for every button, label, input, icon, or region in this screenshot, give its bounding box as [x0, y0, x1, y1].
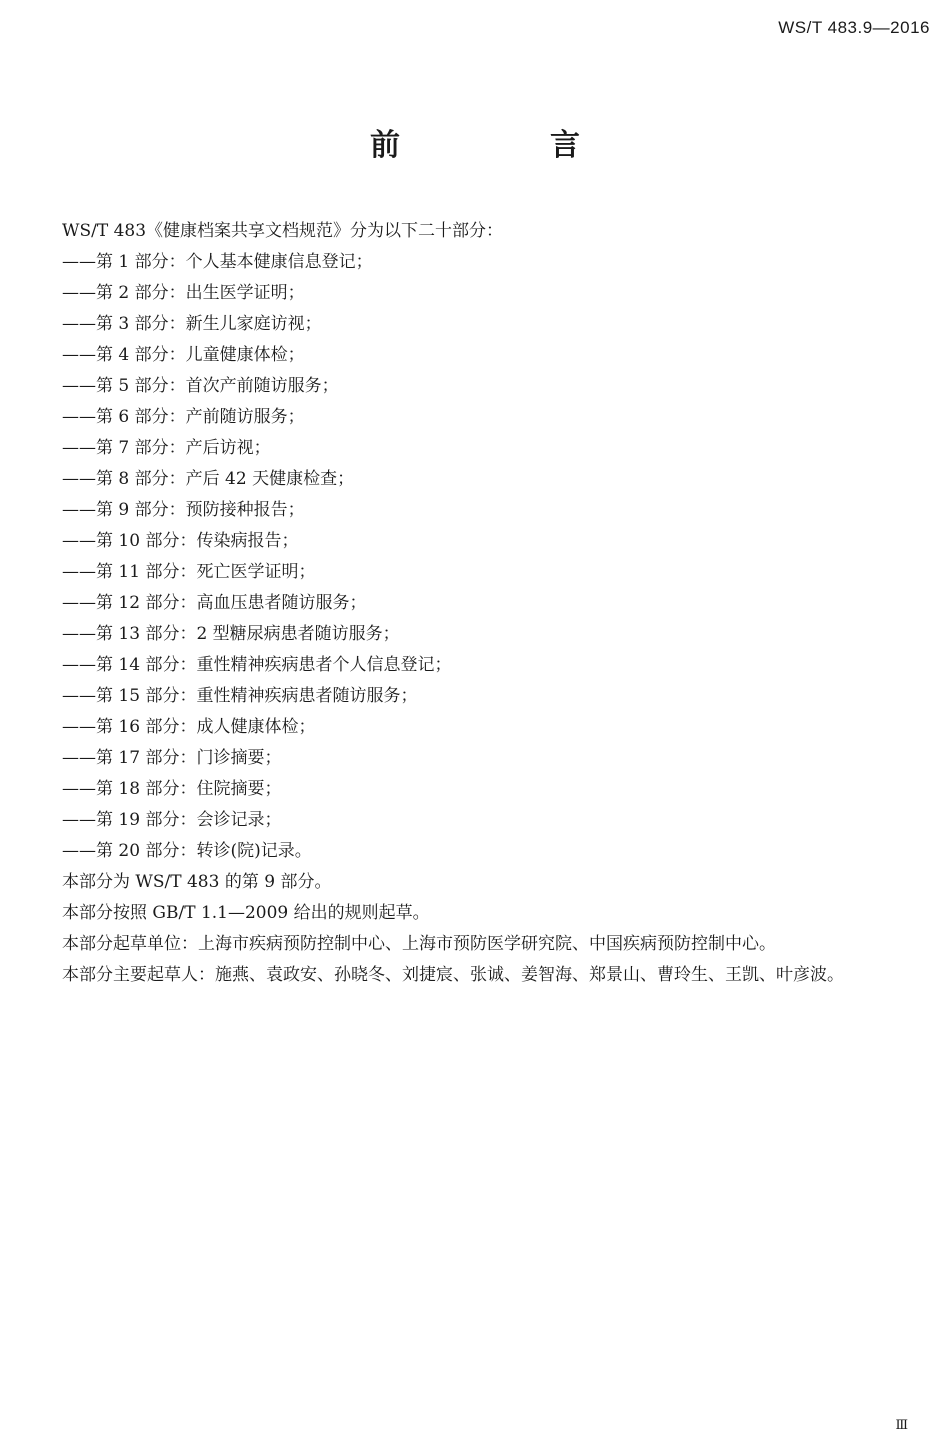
- part-item-5: ——第 5 部分：首次产前随访服务；: [62, 376, 339, 396]
- part-item-14: ——第 14 部分：重性精神疾病患者个人信息登记；: [62, 655, 452, 675]
- part-item-4: ——第 4 部分：儿童健康体检；: [62, 345, 305, 365]
- part-item-9: ——第 9 部分：预防接种报告；: [62, 500, 305, 520]
- page-title: 前 言: [370, 128, 640, 163]
- part-item-2: ——第 2 部分：出生医学证明；: [62, 283, 305, 303]
- statement-drafting-rules: 本部分按照 GB/T 1.1—2009 给出的规则起草。: [62, 903, 430, 923]
- part-item-12: ——第 12 部分：高血压患者随访服务；: [62, 593, 367, 613]
- part-item-20: ——第 20 部分：转诊(院)记录。: [62, 841, 312, 861]
- part-item-8: ——第 8 部分：产后 42 天健康检查；: [62, 469, 355, 489]
- part-item-17: ——第 17 部分：门诊摘要；: [62, 748, 282, 768]
- foreword-body: [62, 216, 932, 991]
- statement-drafting-units: 本部分起草单位：上海市疾病预防控制中心、上海市预防医学研究院、中国疾病预防控制中心。: [62, 934, 776, 954]
- part-item-11: ——第 11 部分：死亡医学证明；: [62, 562, 316, 582]
- part-item-7: ——第 7 部分：产后访视；: [62, 438, 271, 458]
- part-item-10: ——第 10 部分：传染病报告；: [62, 531, 299, 551]
- part-item-3: ——第 3 部分：新生儿家庭访视；: [62, 314, 322, 334]
- statement-drafters: 本部分主要起草人：施燕、袁政安、孙晓冬、刘捷宸、张诚、姜智海、郑景山、曹玲生、王凯、叶彦波。: [62, 965, 844, 985]
- part-item-1: ——第 1 部分：个人基本健康信息登记；: [62, 252, 373, 272]
- part-item-19: ——第 19 部分：会诊记录；: [62, 810, 282, 830]
- page-number: Ⅲ: [895, 1418, 908, 1433]
- part-item-13: ——第 13 部分：2 型糖尿病患者随访服务；: [62, 624, 400, 644]
- intro-line: WS/T 483《健康档案共享文档规范》分为以下二十部分：: [62, 221, 504, 241]
- statement-part-number: 本部分为 WS/T 483 的第 9 部分。: [62, 872, 332, 892]
- part-item-15: ——第 15 部分：重性精神疾病患者随访服务；: [62, 686, 418, 706]
- part-item-6: ——第 6 部分：产前随访服务；: [62, 407, 305, 427]
- standard-code: WS/T 483.9—2016: [778, 18, 930, 37]
- part-item-16: ——第 16 部分：成人健康体检；: [62, 717, 316, 737]
- part-item-18: ——第 18 部分：住院摘要；: [62, 779, 282, 799]
